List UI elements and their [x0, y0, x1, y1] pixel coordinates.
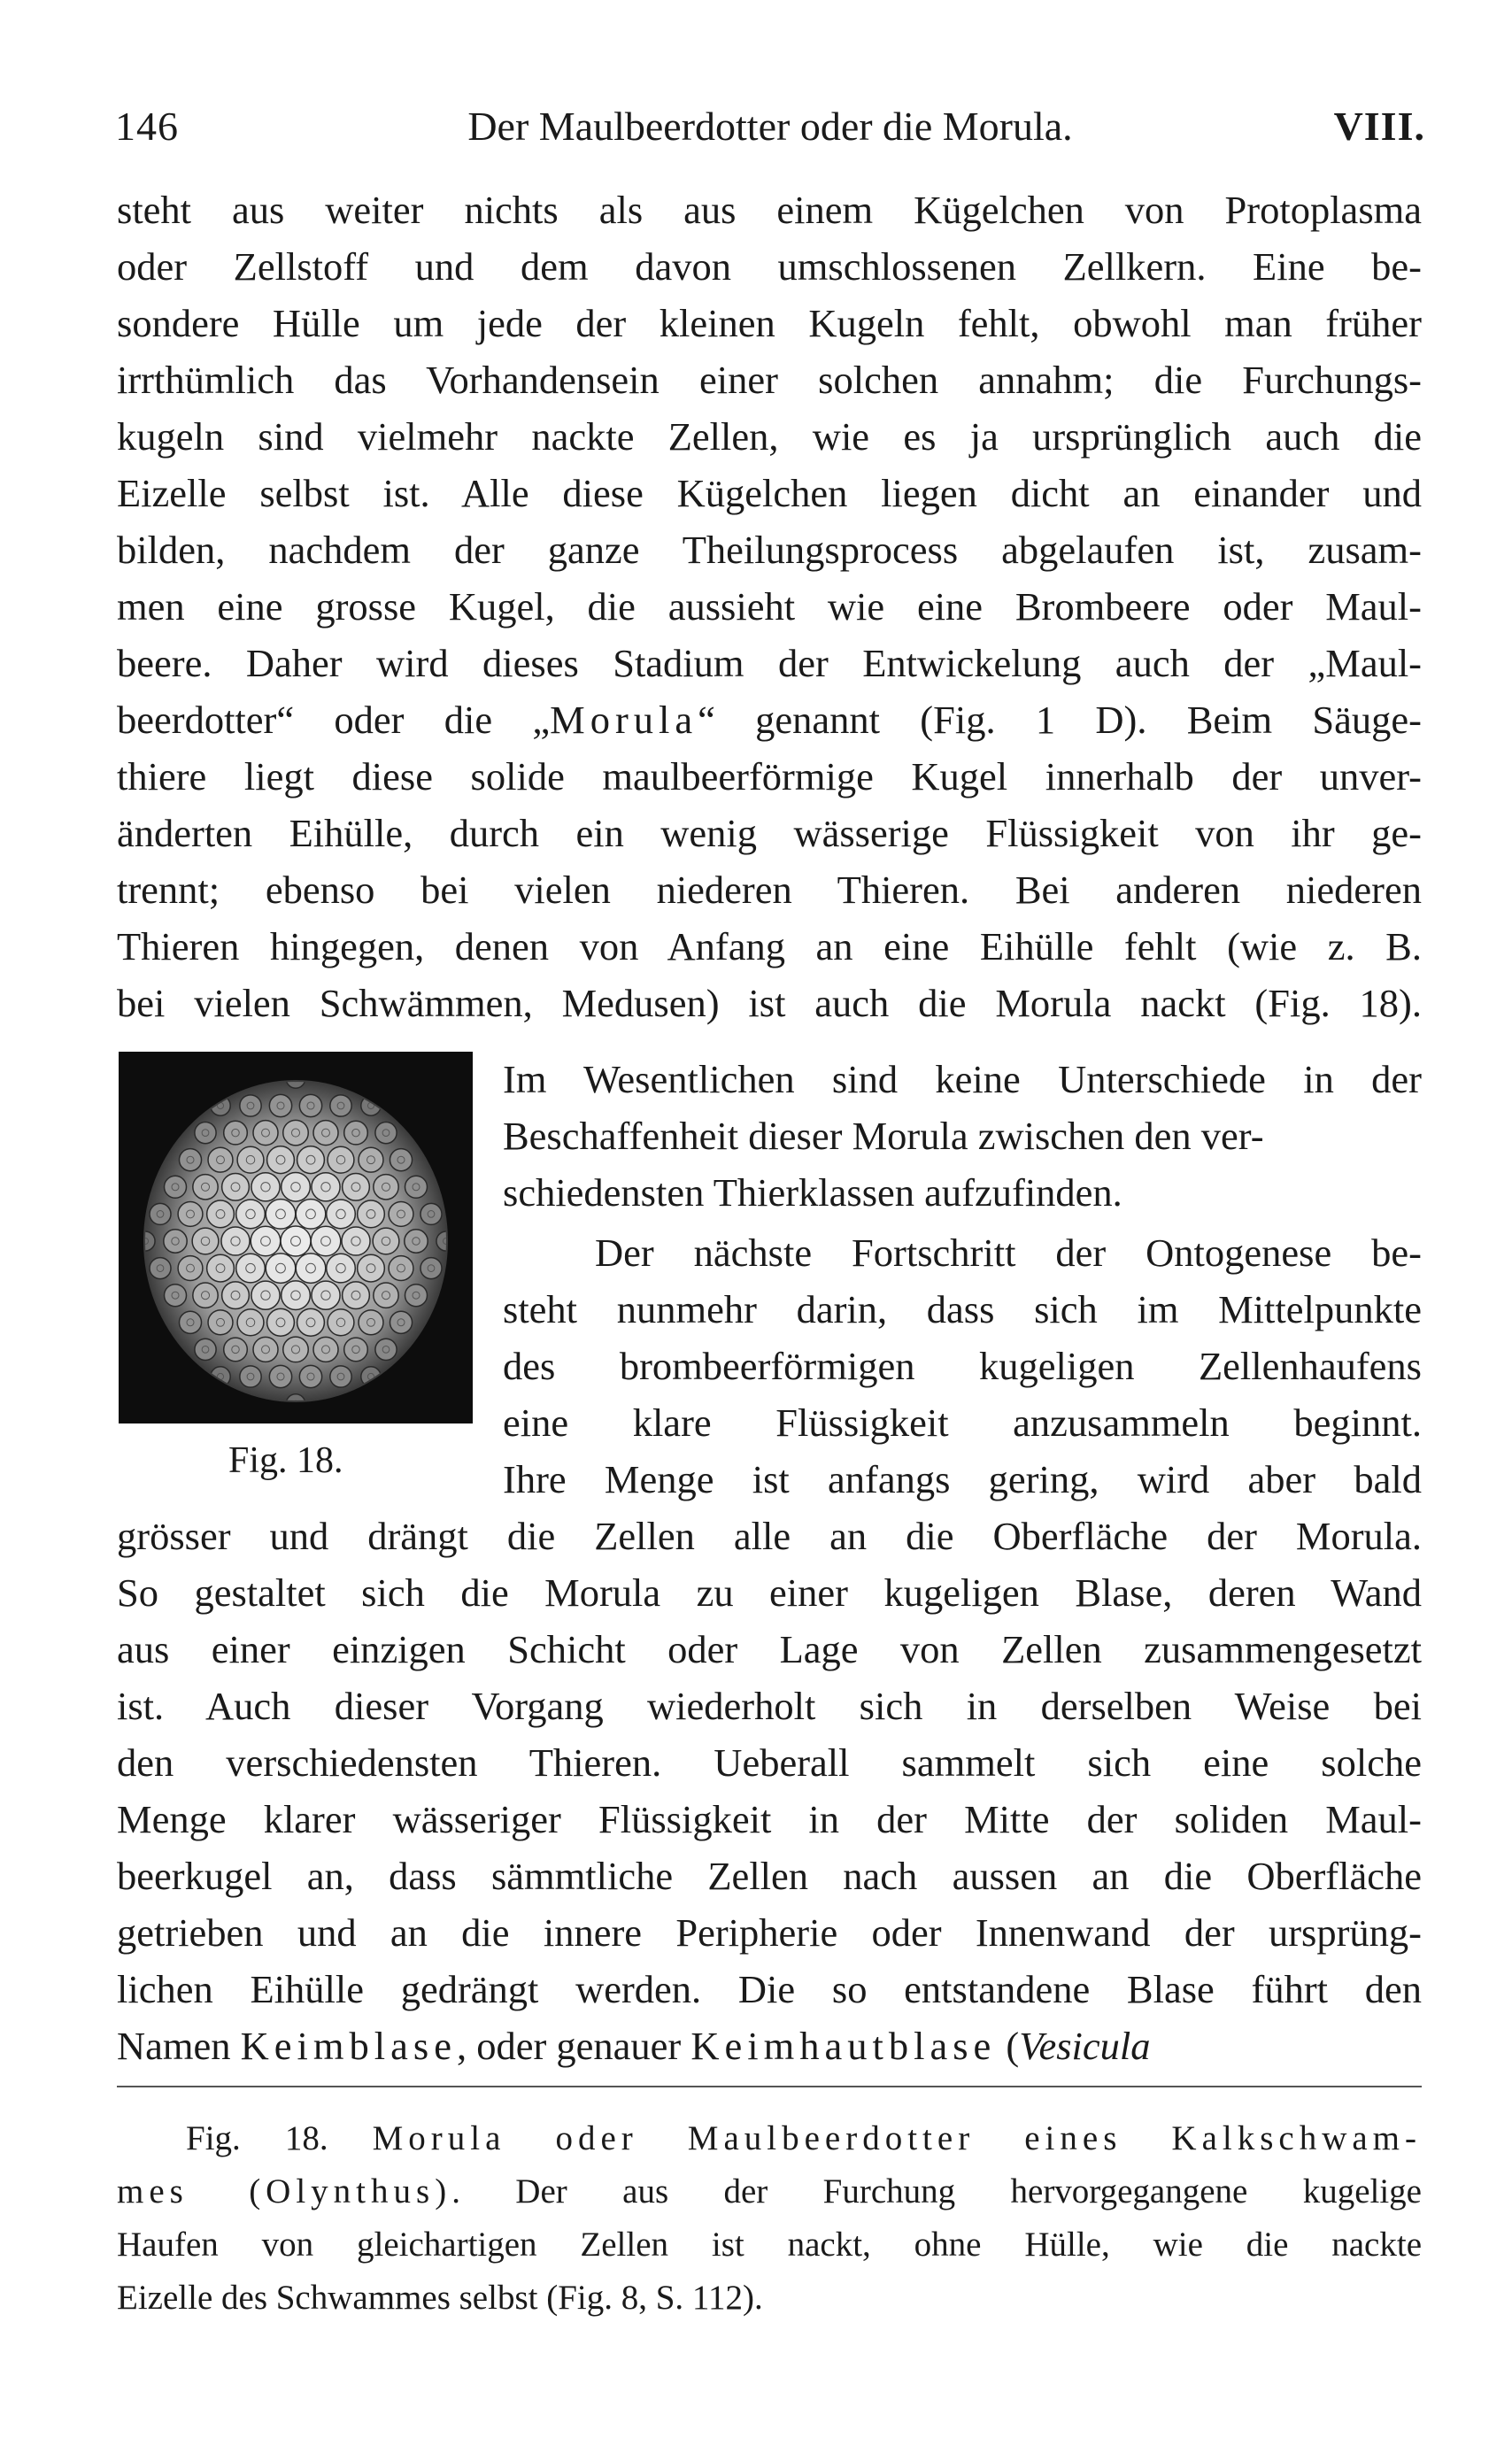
text-line: grösser und drängt die Zellen alle an die Oberfläche der Morula. [117, 1514, 1422, 1558]
text-line: So gestaltet sich die Morula zu einer kugeligen Blase, deren Wand [117, 1570, 1422, 1615]
footnote-line: Eizelle des Schwammes selbst (Fig. 8, S. 112). [117, 2279, 763, 2317]
text-line: men eine grosse Kugel, die aussieht wie eine Brombeere oder Maul- [117, 584, 1422, 629]
cell [313, 1121, 338, 1146]
text-line: bei vielen Schwämmen, Medusen) ist auch die Morula nackt (Fig. 18). [117, 981, 1422, 1025]
spaced-term: Morula [550, 698, 698, 742]
cell [179, 1149, 201, 1171]
cell [312, 1173, 340, 1201]
cell [195, 1339, 216, 1360]
cell [208, 1147, 233, 1172]
text-line: änderten Eihülle, durch ein wenig wässerige Flüssigkeit von ihr ge- [117, 811, 1422, 855]
cell [375, 1122, 397, 1143]
cell [420, 1258, 442, 1279]
cell [311, 1226, 341, 1256]
cell [224, 1338, 248, 1362]
footnote-line [186, 2114, 1422, 2164]
cell [358, 1200, 385, 1228]
text-span: “ genannt (Fig. 1 D). Beim Säuge- [698, 698, 1422, 742]
cell [344, 1121, 368, 1145]
cell [240, 1095, 261, 1116]
cell [299, 1365, 321, 1387]
cell [343, 1173, 370, 1200]
cell [390, 1311, 412, 1333]
footnote-line: Haufen von gleichartigen Zellen ist nackt, ohne Hülle, wie die nackte [117, 2226, 1422, 2264]
morula-drawing [119, 1052, 473, 1423]
cell [222, 1282, 250, 1309]
cell [178, 1256, 203, 1281]
cell [164, 1230, 187, 1253]
cell [240, 1366, 261, 1387]
cell [313, 1337, 338, 1362]
cell [405, 1230, 428, 1253]
cell [330, 1095, 351, 1116]
cell [253, 1121, 278, 1146]
text-line: des brombeerförmigen kugeligen Zellenhaufens [503, 1344, 1422, 1388]
text-line: bilden, nachdem der ganze Theilungsprocess abgelaufen ist, zusam- [117, 528, 1422, 572]
cell [267, 1308, 295, 1336]
cell [251, 1173, 280, 1201]
text-span: beerdotter“ oder die „ [117, 698, 551, 742]
cell [405, 1285, 427, 1307]
text-line: Beschaffenheit dieser Morula zwischen den ver- [503, 1114, 1264, 1158]
text-line: beerkugel an, dass sämmtliche Zellen nach aussen an die Oberfläche [117, 1854, 1422, 1898]
text-line: sondere Hülle um jede der kleinen Kugeln fehlt, obwohl man früher [117, 301, 1422, 345]
cell [266, 1254, 296, 1284]
cell [164, 1285, 186, 1307]
cell [224, 1121, 248, 1145]
cell [207, 1254, 235, 1282]
spaced-term: Keimblase [240, 2024, 457, 2068]
cell [208, 1310, 233, 1335]
text-line: steht nunmehr darin, dass sich im Mittelpunkte [503, 1287, 1422, 1331]
italic-term: Vesicula [1019, 2024, 1151, 2068]
text-line: schiedensten Thierklassen aufzufinden. [503, 1170, 1122, 1215]
text-line: getrieben und an die innere Peripherie oder Innenwand der ursprüng- [117, 1910, 1422, 1955]
cell [150, 1203, 171, 1224]
text-line: kugeln sind vielmehr nackte Zellen, wie es ja ursprünglich auch die [117, 414, 1422, 459]
cell [297, 1308, 325, 1336]
text-line: irrthümlich das Vorhandensein einer solchen annahm; die Furchungs- [117, 358, 1422, 402]
cell [269, 1094, 291, 1116]
footnote-line [117, 2167, 1422, 2217]
page-header [115, 96, 1425, 158]
cell [236, 1200, 266, 1229]
cell [312, 1281, 340, 1309]
cell [236, 1254, 266, 1283]
cell [286, 1069, 305, 1089]
running-title: Der Maulbeerdotter oder die Morula. [467, 104, 1073, 149]
cell [390, 1149, 412, 1171]
text-line: lichen Eihülle gedrängt werden. Die so entstandene Blase führt den [117, 1967, 1422, 2011]
cell [150, 1258, 171, 1279]
cell [374, 1283, 398, 1308]
text-line: Ihre Menge ist anfangs gering, wird aber bald [503, 1457, 1422, 1501]
cell [269, 1365, 291, 1387]
cell [283, 1120, 308, 1145]
text-line-keimblase [117, 2018, 1422, 2073]
cell [222, 1173, 250, 1200]
text-line-morula [117, 692, 1422, 747]
text-span: , oder genauer [456, 2024, 691, 2068]
cell [207, 1200, 235, 1228]
text-line: Menge klarer wässeriger Flüssigkeit in der Mitte der soliden Maul- [117, 1797, 1422, 1841]
cell [342, 1227, 370, 1255]
cell [343, 1282, 370, 1309]
morula-illustration [119, 1052, 473, 1423]
text-line: trennt; ebenso bei vielen niederen Thieren. Bei anderen niederen [117, 868, 1422, 912]
cell-cluster [135, 1069, 456, 1414]
text-line: aus einer einzigen Schicht oder Lage von Zellen zusammengesetzt [117, 1627, 1422, 1671]
cell [195, 1122, 216, 1143]
cell [299, 1094, 321, 1116]
cell [358, 1254, 385, 1282]
cell [178, 1201, 203, 1226]
text-line: beere. Daher wird dieses Stadium der Entwickelung auch der „Maul- [117, 641, 1422, 685]
text-line: ist. Auch dieser Vorgang wiederholt sich in derselben Weise bei [117, 1684, 1422, 1728]
cell [237, 1146, 264, 1173]
cell [297, 1146, 325, 1174]
text-line: eine klare Flüssigkeit anzusammeln beginnt. [503, 1400, 1422, 1445]
text-span: ( [996, 2024, 1020, 2068]
cell [389, 1256, 413, 1281]
text-line: Eizelle selbst ist. Alle diese Kügelchen liegen dicht an einander und [117, 471, 1422, 515]
text-line: Der nächste Fortschritt der Ontogenese be- [595, 1231, 1422, 1275]
page-number: 146 [115, 104, 179, 149]
cell [373, 1228, 399, 1254]
cell [267, 1146, 295, 1174]
cell [251, 1281, 280, 1309]
text-span: . Der aus der Furchung hervorgegangene kugelige [451, 2172, 1422, 2210]
cell [283, 1337, 308, 1362]
cell [237, 1309, 264, 1336]
chapter-number: VIII. [1333, 104, 1425, 149]
cell [405, 1176, 427, 1198]
cell [179, 1311, 201, 1333]
text-line: thiere liegt diese solide maulbeerförmige Kugel innerhalb der unver- [117, 754, 1422, 799]
cell [359, 1310, 383, 1335]
cell [374, 1175, 398, 1200]
cell [282, 1172, 311, 1201]
cell [192, 1228, 219, 1254]
cell [164, 1176, 186, 1198]
cell [221, 1227, 250, 1255]
spaced-term: Keimhautblase [690, 2024, 997, 2068]
cell [251, 1226, 281, 1256]
cell [327, 1254, 356, 1283]
cell [375, 1339, 397, 1360]
cell [328, 1146, 354, 1173]
text-line: Thieren hingegen, denen von Anfang an eine Eihülle fehlt (wie z. B. [117, 924, 1422, 968]
cell [327, 1200, 356, 1229]
cell [282, 1281, 311, 1310]
text-span: Fig. 18. [186, 2119, 373, 2157]
cell [296, 1254, 326, 1284]
cell [296, 1200, 326, 1230]
spaced-term: Morula oder Maulbeerdotter eines Kalkschwam- [372, 2119, 1422, 2157]
cell [253, 1337, 278, 1362]
cell [193, 1175, 218, 1200]
footnote-rule [117, 2086, 1422, 2087]
cell [193, 1283, 218, 1308]
text-span: Namen [117, 2024, 241, 2068]
cell [330, 1366, 351, 1387]
text-line: den verschiedensten Thieren. Ueberall sammelt sich eine solche [117, 1740, 1422, 1785]
cell [420, 1203, 442, 1224]
cell [344, 1338, 368, 1362]
text-line: steht aus weiter nichts als aus einem Kügelchen von Protoplasma [117, 188, 1422, 232]
cell [266, 1200, 296, 1230]
figure-label: Fig. 18. [228, 1440, 343, 1481]
text-line: Im Wesentlichen sind keine Unterschiede in der [503, 1057, 1422, 1101]
cell [359, 1147, 383, 1172]
cell [389, 1201, 413, 1226]
cell [286, 1394, 305, 1414]
cell [281, 1226, 311, 1256]
text-line: oder Zellstoff und dem davon umschlossenen Zellkern. Eine be- [117, 244, 1422, 289]
spaced-term: mes (Olynthus) [117, 2172, 452, 2210]
cell [328, 1309, 354, 1336]
